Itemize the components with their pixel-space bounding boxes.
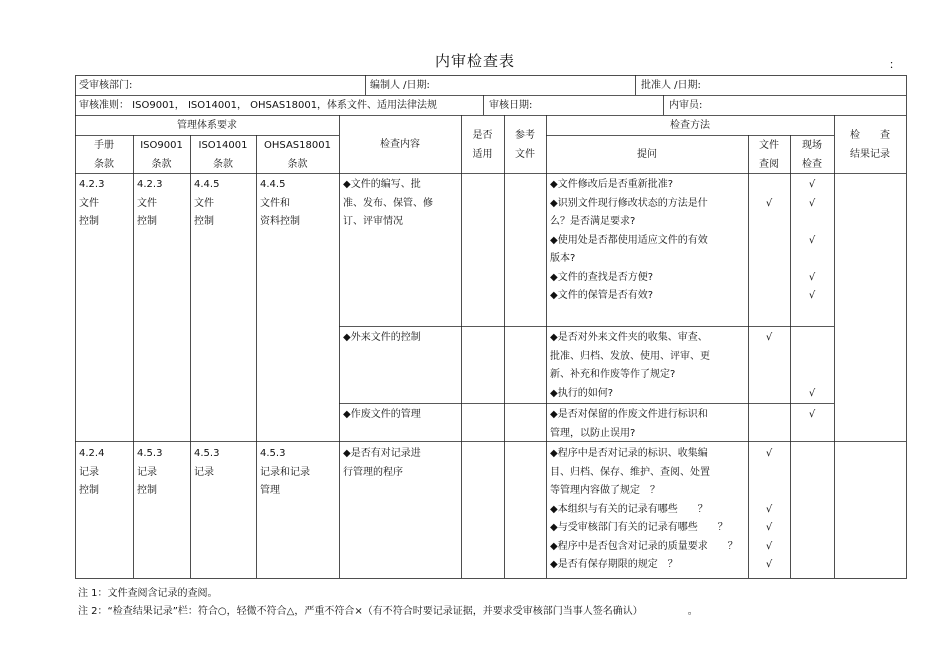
- col-question: 提问: [637, 149, 657, 160]
- page-title: 内审检查表: [434, 52, 515, 70]
- col-result-record: 检 查 结果记录: [850, 130, 890, 160]
- s1-manual-clause: 4.2.3 文件 控制: [79, 179, 105, 227]
- s1-item1-doc-marks: √: [765, 197, 773, 209]
- s2-item1-doc-marks: √ √ √ √ √: [765, 448, 773, 570]
- note-1: 注 1：文件查阅含记录的查阅。: [78, 588, 218, 599]
- s1-item2-content: ◆外来文件的控制: [343, 332, 421, 343]
- s2-item1-content: ◆是否有对记录进 行管理的程序: [343, 448, 421, 478]
- s1-item2-questions: ◆是否对外来文件夹的收集、审查、 批准、归档、发放、使用、评审、更 新、补充和作废等作了规定? ◆执行的如何?: [550, 332, 710, 399]
- col-applicable: 是否 适用: [472, 130, 493, 160]
- col-reference-doc: 参考 文件: [515, 130, 535, 160]
- s2-iso14001-clause: 4.5.3 记录: [194, 448, 220, 478]
- corner-mark: ：: [889, 58, 900, 71]
- s1-item1-site-marks: √ √ √ √ √: [808, 179, 816, 301]
- col-check-content: 检查内容: [380, 139, 420, 150]
- s2-manual-clause: 4.2.4 记录 控制: [79, 448, 105, 496]
- s1-iso14001-clause: 4.4.5 文件 控制: [194, 179, 220, 227]
- col-requirements: 管理体系要求: [177, 120, 237, 131]
- col-doc-review: 文件 查阅: [759, 140, 779, 170]
- s1-item3-site-marks: √: [808, 409, 816, 420]
- s1-iso9001-clause: 4.2.3 文件 控制: [137, 179, 163, 227]
- s2-ohsas-clause: 4.5.3 记录和记录 管理: [260, 448, 310, 496]
- s2-item1-questions: ◆程序中是否对记录的标识、收集编 目、归档、保存、维护、查阅、处置 等管理内容做了规定 ？ ◆本组织与有关的记录有哪些 ？ ◆与受审核部门有关的记录有哪些 ？ ◆程序中是否包含对记录的质量要求 ？ ◆是否有保存期限的规定 ？: [550, 448, 738, 570]
- s1-item2-site-marks: √: [808, 387, 816, 399]
- col-iso9001-clause: ISO9001 条款: [140, 140, 183, 170]
- editor-date-label: 编制人 /日期:: [370, 80, 430, 91]
- s1-item1-content: ◆文件的编写、批 准、发布、保管、修 订、评审情况: [343, 179, 433, 227]
- note-2: 注 2：“检查结果记录”栏：符合○，轻微不符合△，严重不符合×（有不符合时要记录证据，并要求受审核部门当事人签名确认） 。: [78, 606, 698, 617]
- s1-item3-content: ◆作废文件的管理: [343, 409, 421, 420]
- s1-item3-questions: ◆是否对保留的作废文件进行标识和 管理，以防止误用?: [550, 409, 708, 439]
- col-manual-clause: 手册 条款: [94, 140, 114, 170]
- s1-ohsas-clause: 4.4.5 文件和 资料控制: [260, 179, 300, 227]
- approver-date-label: 批准人 /日期:: [641, 80, 701, 91]
- col-check-method: 检查方法: [670, 120, 710, 131]
- auditor-label: 内审员:: [669, 100, 703, 111]
- s1-item2-doc-marks: √: [765, 332, 773, 343]
- audited-dept-label: 受审核部门:: [79, 80, 133, 91]
- col-site-check: 现场 检查: [802, 140, 822, 170]
- col-ohsas-clause: OHSAS18001 条款: [264, 140, 331, 170]
- audit-date-label: 审核日期:: [489, 100, 533, 111]
- col-iso14001-clause: ISO14001 条款: [198, 140, 248, 170]
- s1-item1-questions: ◆文件修改后是否重新批准? ◆识别文件现行修改状态的方法是什 么？是否满足要求? ◆使用处是否都使用适应文件的有效 版本? ◆文件的查找是否方便? ◆文件的保管是否有效?: [550, 179, 708, 301]
- s2-iso9001-clause: 4.5.3 记录 控制: [137, 448, 163, 496]
- audit-criteria-label: 审核准则： ISO9001， ISO14001， OHSAS18001，体系文件、适用法律法规: [79, 100, 438, 111]
